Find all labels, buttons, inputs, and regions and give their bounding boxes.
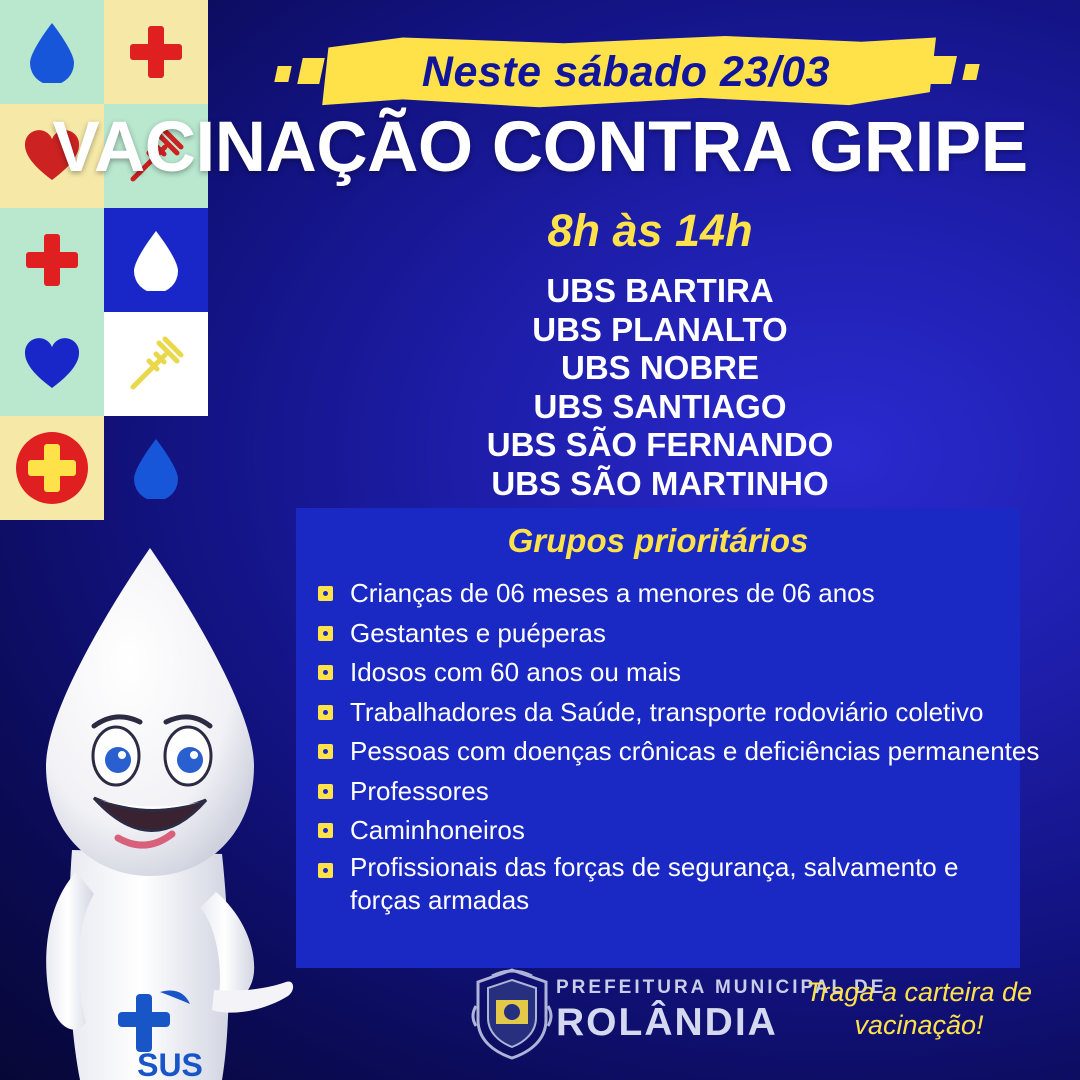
- panel-title: Grupos prioritários: [507, 522, 809, 559]
- priority-groups-panel: [296, 508, 1040, 968]
- list-item: [310, 693, 1020, 733]
- cross-icon: [23, 231, 81, 289]
- list-item-label: Profissionais das forças de segurança, salvamento e forças armadas: [350, 851, 959, 916]
- mosaic-cell: [104, 208, 208, 312]
- droplet-icon: [130, 229, 182, 291]
- syringe-icon: [125, 333, 187, 395]
- cross-icon: [127, 23, 185, 81]
- list-item-label: Gestantes e puéperas: [350, 617, 606, 648]
- list-item-label: Pessoas com doenças crônicas e deficiências permanentes: [350, 736, 1040, 767]
- bullet-icon: [318, 705, 333, 720]
- ribbon-tick: [962, 64, 979, 80]
- bullet-icon: [318, 863, 333, 878]
- mascot-ze-gotinha: [10, 520, 310, 1080]
- mascot-eye-glint: [190, 751, 198, 759]
- ubs-item: UBS SÃO FERNANDO: [486, 426, 834, 464]
- ribbon-text: Neste sábado 23/03: [421, 47, 831, 96]
- bullet-icon: [318, 784, 333, 799]
- list-item-label: Professores: [350, 775, 489, 806]
- mosaic-cell: [0, 208, 104, 312]
- droplet-icon: [26, 21, 78, 83]
- mascot-left-pupil: [105, 747, 131, 773]
- bullet-icon: [318, 665, 333, 680]
- ubs-item: UBS SANTIAGO: [533, 387, 787, 425]
- ubs-item: UBS SÃO MARTINHO: [491, 465, 829, 503]
- bullet-icon: [318, 744, 333, 759]
- mascot-right-pupil: [177, 747, 203, 773]
- cross-icon: [14, 430, 90, 506]
- list-item-label: Idosos com 60 anos ou mais: [350, 657, 681, 688]
- bullet-icon: [318, 626, 333, 641]
- list-item: [310, 614, 1020, 654]
- priority-groups-list: [310, 574, 1040, 918]
- bullet-icon: [318, 823, 333, 838]
- list-item: [310, 811, 1020, 851]
- list-item: [310, 772, 1020, 812]
- mosaic-cell: [0, 312, 104, 416]
- mosaic-cell: [104, 416, 208, 520]
- list-item: [310, 574, 1020, 614]
- mosaic-cell: [0, 416, 104, 520]
- city-crest-icon: [470, 966, 554, 1062]
- mosaic-cell: [0, 0, 104, 104]
- ubs-item: UBS PLANALTO: [532, 310, 788, 348]
- ribbon-tick: [274, 66, 291, 82]
- heart-icon: [23, 337, 81, 391]
- svg-text:SUS: SUS: [137, 1047, 203, 1080]
- list-item-label: Crianças de 06 meses a menores de 06 anos: [350, 578, 875, 608]
- list-item: [310, 851, 1020, 919]
- hours-text: 8h às 14h: [547, 205, 753, 256]
- ubs-location-list: [300, 272, 1020, 504]
- list-item: [310, 653, 1020, 693]
- page-title: VACINAÇÃO CONTRA GRIPE: [52, 108, 1028, 187]
- list-item-label: Caminhoneiros: [350, 815, 525, 846]
- date-ribbon: [316, 36, 936, 108]
- list-item-label: Trabalhadores da Saúde, transporte rodoviário coletivo: [350, 696, 984, 727]
- mosaic-cell: [104, 0, 208, 104]
- ubs-item: UBS BARTIRA: [546, 272, 774, 309]
- droplet-icon: [130, 437, 182, 499]
- ubs-item: UBS NOBRE: [560, 349, 760, 387]
- mosaic-cell: [104, 312, 208, 416]
- list-item: [310, 732, 1040, 772]
- bullet-icon: [318, 586, 333, 601]
- mascot-eye-glint: [118, 751, 126, 759]
- crest-line-2: ROLÂNDIA: [556, 1001, 778, 1044]
- crest-line-1: PREFEITURA MUNICIPAL DE: [556, 977, 887, 998]
- footer-note: Traga a carteira de vacinação!: [805, 977, 1033, 1040]
